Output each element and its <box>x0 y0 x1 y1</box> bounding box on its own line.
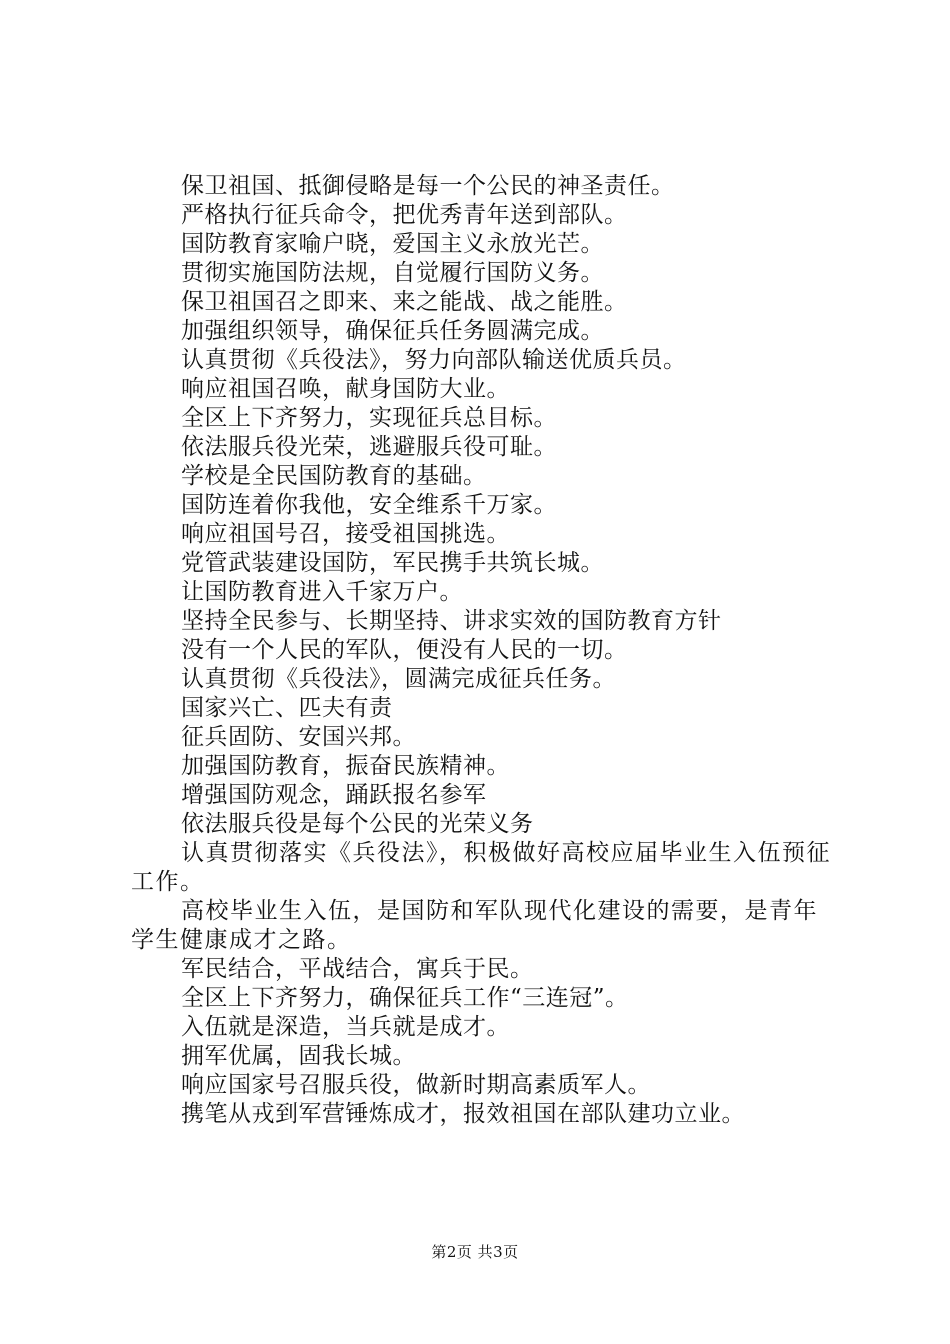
slogan-line: 全区上下齐努力，确保征兵工作“三连冠”。 <box>181 985 629 1011</box>
slogan-line: 学校是全民国防教育的基础。 <box>181 463 487 489</box>
slogan-line: 保卫祖国、抵御侵略是每一个公民的神圣责任。 <box>181 173 675 199</box>
slogan-line: 没有一个人民的军队，便没有人民的一切。 <box>181 637 628 663</box>
slogan-line: 国防教育家喻户晓，爱国主义永放光芒。 <box>181 231 604 257</box>
slogan-line: 保卫祖国召之即来、来之能战、战之能胜。 <box>181 289 628 315</box>
slogan-line: 拥军优属，固我长城。 <box>181 1043 416 1069</box>
slogan-line: 认真贯彻《兵役法》，努力向部队输送优质兵员。 <box>181 347 687 373</box>
slogan-line: 入伍就是深造，当兵就是成才。 <box>181 1014 510 1040</box>
slogan-line: 征兵固防、安国兴邦。 <box>181 724 416 750</box>
slogan-line: 加强国防教育，振奋民族精神。 <box>181 753 510 779</box>
slogan-line: 坚持全民参与、长期坚持、讲求实效的国防教育方针 <box>181 608 722 634</box>
slogan-line: 贯彻实施国防法规，自觉履行国防义务。 <box>181 260 604 286</box>
slogan-line: 党管武装建设国防，军民携手共筑长城。 <box>181 550 604 576</box>
slogan-line: 携笔从戎到军营锤炼成才，报效祖国在部队建功立业。 <box>181 1101 745 1127</box>
slogan-line: 响应国家号召服兵役，做新时期高素质军人。 <box>181 1072 651 1098</box>
slogan-line: 严格执行征兵命令，把优秀青年送到部队。 <box>181 202 628 228</box>
paragraph: 高校毕业生入伍，是国防和军队现代化建设的需要，是青年学生健康成才之路。 <box>131 898 818 953</box>
slogan-line: 国家兴亡、匹夫有责 <box>181 695 393 721</box>
slogan-line: 响应祖国号召，接受祖国挑选。 <box>181 521 510 547</box>
slogan-line: 让国防教育进入千家万户。 <box>181 579 463 605</box>
slogan-line: 依法服兵役光荣，逃避服兵役可耻。 <box>181 434 557 460</box>
slogan-line: 全区上下齐努力，实现征兵总目标。 <box>181 405 557 431</box>
document-body <box>131 172 831 1129</box>
slogan-line: 加强组织领导，确保征兵任务圆满完成。 <box>181 318 604 344</box>
slogan-line: 响应祖国召唤，献身国防大业。 <box>181 376 510 402</box>
slogan-line: 国防连着你我他，安全维系千万家。 <box>181 492 557 518</box>
page-footer: 第2页 共3页 <box>431 1243 519 1261</box>
slogan-line: 军民结合，平战结合，寓兵于民。 <box>181 956 534 982</box>
slogan-line: 增强国防观念，踊跃报名参军 <box>181 782 487 808</box>
slogan-line: 认真贯彻《兵役法》，圆满完成征兵任务。 <box>181 666 616 692</box>
slogan-line: 依法服兵役是每个公民的光荣义务 <box>181 811 534 837</box>
paragraph: 认真贯彻落实《兵役法》，积极做好高校应届毕业生入伍预征工作。 <box>131 840 831 895</box>
